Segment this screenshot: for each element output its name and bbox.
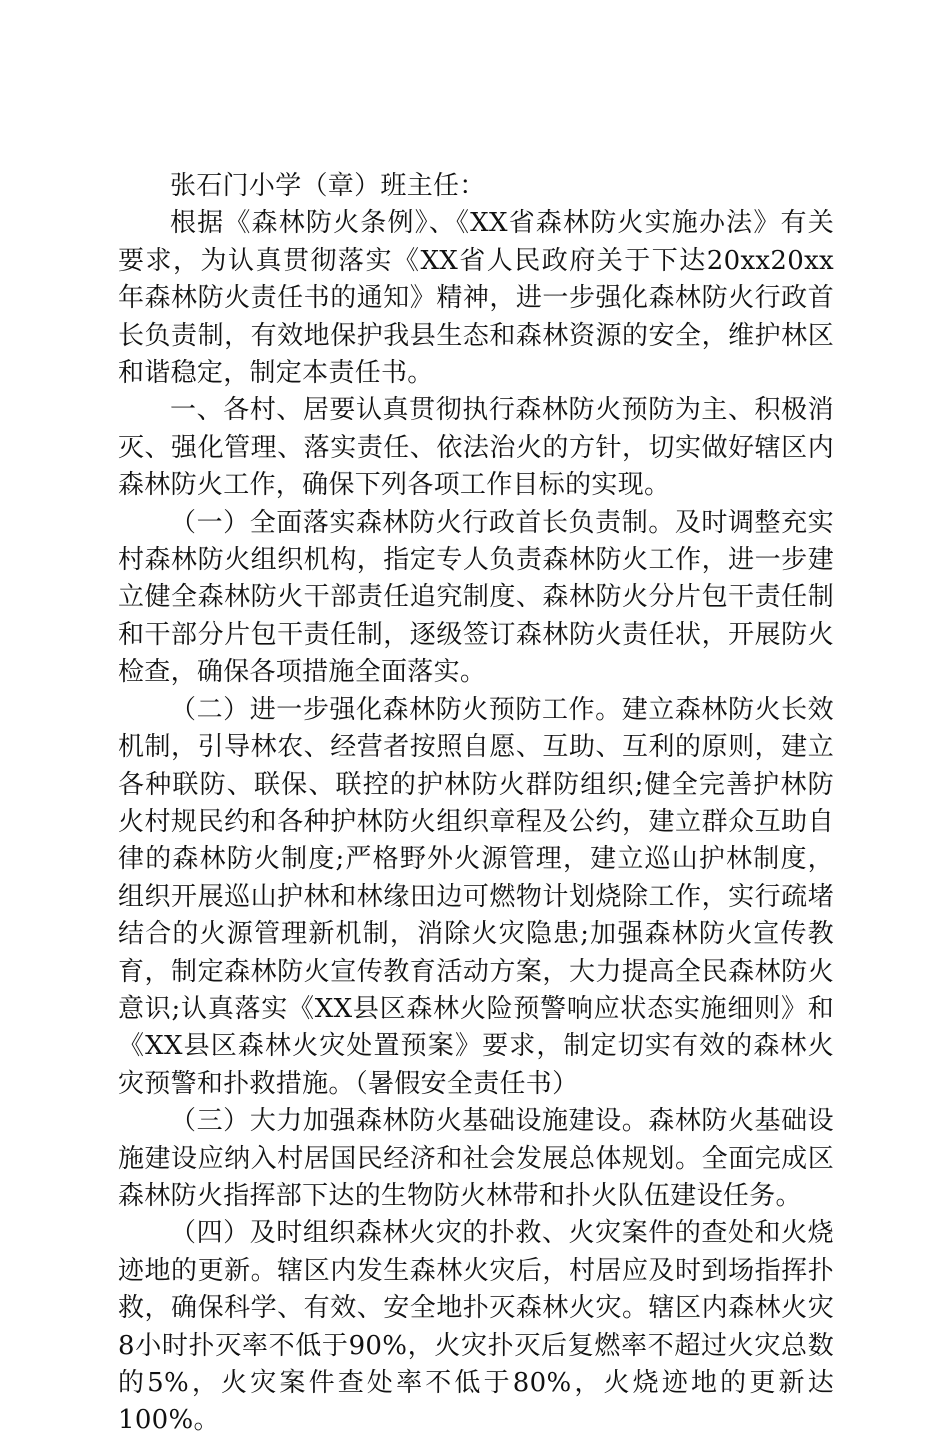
paragraph-item-2: （二）进一步强化森林防火预防工作。建立森林防火长效机制，引导林农、经营者按照自愿、互助、互利的原则，建立各种联防、联保、联控的护林防火群防组织;健全完善护林防火村规民约和各种护林防火组织章程及公约，建立群众互助自律的森林防火制度;严格野外火源管理，建立巡山护林制度，组织开展巡山护林和林缘田边可燃物计划烧除工作，实行疏堵结合的火源管理新机制，消除火灾隐患;加强森林防火宣传教育，制定森林防火宣传教育活动方案，大力提高全民森林防火意识;认真落实《XX县区森林火险预警响应状态实施细则》和《XX县区森林火灾处置预案》要求，制定切实有效的森林火灾预警和扑救措施。（暑假安全责任书） — [118, 694, 834, 1099]
paragraph-item-3: （三）大力加强森林防火基础设施建设。森林防火基础设施建设应纳入村居国民经济和社会发展总体规划。全面完成区森林防火指挥部下达的生物防火林带和扑火队伍建设任务。 — [118, 1106, 834, 1211]
paragraph-item-1: （一）全面落实森林防火行政首长负责制。及时调整充实村森林防火组织机构，指定专人负责森林防火工作，进一步建立健全森林防火干部责任追究制度、森林防火分片包干责任制和干部分片包干责任制，逐级签订森林防火责任状，开展防火检查，确保各项措施全面落实。 — [118, 507, 834, 688]
document-body — [118, 168, 834, 1440]
salutation: 张石门小学（章）班主任： — [170, 171, 486, 201]
paragraph-intro: 根据《森林防火条例》、《XX省森林防火实施办法》有关要求，为认真贯彻落实《XX省人民政府关于下达20xx20xx年森林防火责任书的通知》精神，进一步强化森林防火行政首长负责制，有效地保护我县生态和森林资源的安全，维护林区和谐稳定，制定本责任书。 — [118, 208, 834, 389]
paragraph-section-1: 一、各村、居要认真贯彻执行森林防火预防为主、积极消灭、强化管理、落实责任、依法治火的方针，切实做好辖区内森林防火工作，确保下列各项工作目标的实现。 — [118, 395, 834, 501]
paragraph-item-4: （四）及时组织森林火灾的扑救、火灾案件的查处和火烧迹地的更新。辖区内发生森林火灾后，村居应及时到场指挥扑救，确保科学、有效、安全地扑灭森林火灾。辖区内森林火灾8小时扑灭率不低于90%，火灾扑灭后复燃率不超过火灾总数的5%，火灾案件查处率不低于80%，火烧迹地的更新达100%。 — [118, 1218, 834, 1436]
